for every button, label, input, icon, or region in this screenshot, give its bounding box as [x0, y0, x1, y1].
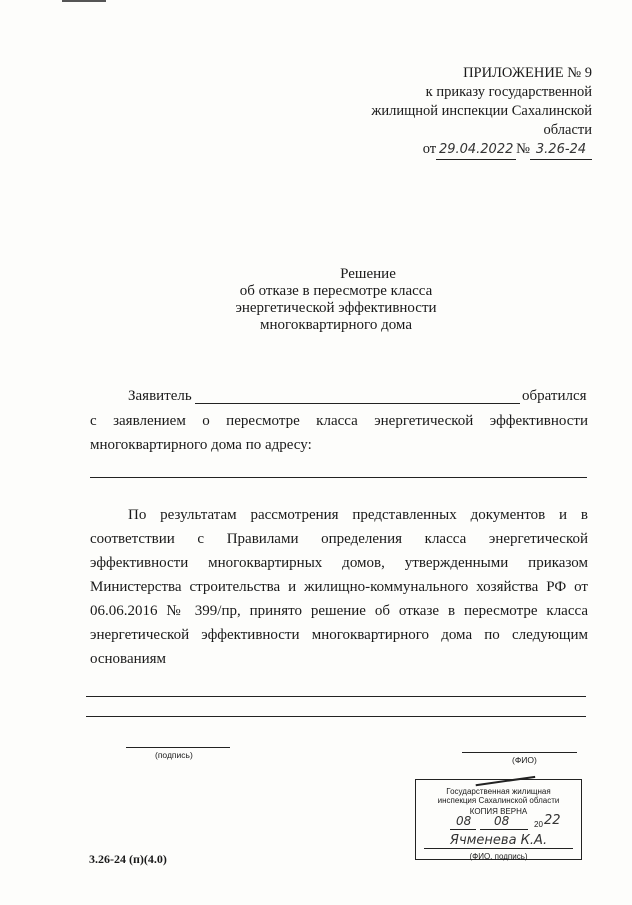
appendix-line-4: области: [543, 122, 592, 138]
stamp-signer-handwritten: Ячменева К.А.: [424, 833, 573, 849]
number-prefix: №: [516, 141, 530, 157]
title-line-2: об отказе в пересмотре класса: [239, 283, 433, 299]
appendix-header: [332, 64, 592, 160]
paragraph2-line-4: Министерства строительства и жилищно-коммунального хозяйства РФ от: [90, 579, 588, 595]
certification-stamp: [415, 779, 582, 860]
paragraph1-line-3: многоквартирного дома по адресу:: [90, 437, 312, 453]
paragraph1-line-2: с заявлением о пересмотре класса энергетической эффективности: [90, 413, 588, 429]
paragraph2-line-1: По результатам рассмотрения представленных документов и в: [128, 507, 588, 523]
reasons-field-2: [86, 716, 586, 717]
title-line-1: Решение: [340, 266, 396, 282]
stamp-year-prefix: 20: [534, 820, 543, 829]
paragraph2-line-5: 06.06.2016 № 399/пр, принято решение об отказе в пересмотре класса: [90, 603, 588, 619]
appendix-line-3: жилищной инспекции Сахалинской: [371, 103, 592, 119]
stamp-month: 08: [494, 814, 510, 828]
date-prefix: от: [422, 141, 437, 157]
paragraph2-line-2: соответствии с Правилами определения класса энергетической: [90, 531, 588, 547]
handwritten-number: 3.26-24: [530, 140, 592, 160]
reasons-field-1: [86, 696, 586, 697]
signature-line: [126, 747, 230, 748]
title-line-3: энергетической эффективности: [235, 300, 437, 316]
appendix-line-2: к приказу государственной: [425, 84, 592, 100]
document-code: 3.26-24 (п)(4.0): [89, 852, 167, 866]
paragraph2: [90, 503, 588, 671]
handwritten-date: 29.04.2022: [436, 140, 516, 160]
paragraph2-line-3: эффективности многоквартирных домов, утвержденными приказом: [90, 555, 588, 571]
paragraph2-line-6: энергетической эффективности многоквартирного дома по следующим: [90, 627, 588, 643]
stamp-footer-label: (ФИО, подпись): [469, 852, 528, 861]
stamp-org-line-1: Государственная жилищная: [446, 787, 551, 796]
stamp-date-row: [416, 813, 581, 831]
stamp-org-line-2: инспекция Сахалинской области: [437, 796, 560, 805]
paragraph2-line-7: основаниям: [90, 651, 167, 667]
applicant-label: Заявитель: [128, 388, 192, 404]
appendix-date-number: [332, 140, 592, 160]
document-title: [0, 266, 632, 334]
applicant-name-field: [195, 403, 520, 404]
name-line: [462, 752, 577, 753]
stamp-month-underline: [480, 829, 528, 830]
applied-label: обратился: [522, 388, 587, 404]
name-label: (ФИО): [512, 755, 537, 765]
stamp-year-suffix: 22: [544, 813, 561, 828]
stamp-day-underline: [450, 829, 476, 830]
stamp-day: 08: [456, 814, 472, 828]
appendix-title: ПРИЛОЖЕНИЕ № 9: [463, 65, 592, 81]
scan-mark: [62, 0, 106, 6]
stamp-copy-label: КОПИЯ ВЕРНА: [469, 807, 528, 816]
signature-label: (подпись): [155, 750, 193, 760]
address-field: [90, 477, 587, 478]
title-line-4: многоквартирного дома: [260, 317, 412, 333]
